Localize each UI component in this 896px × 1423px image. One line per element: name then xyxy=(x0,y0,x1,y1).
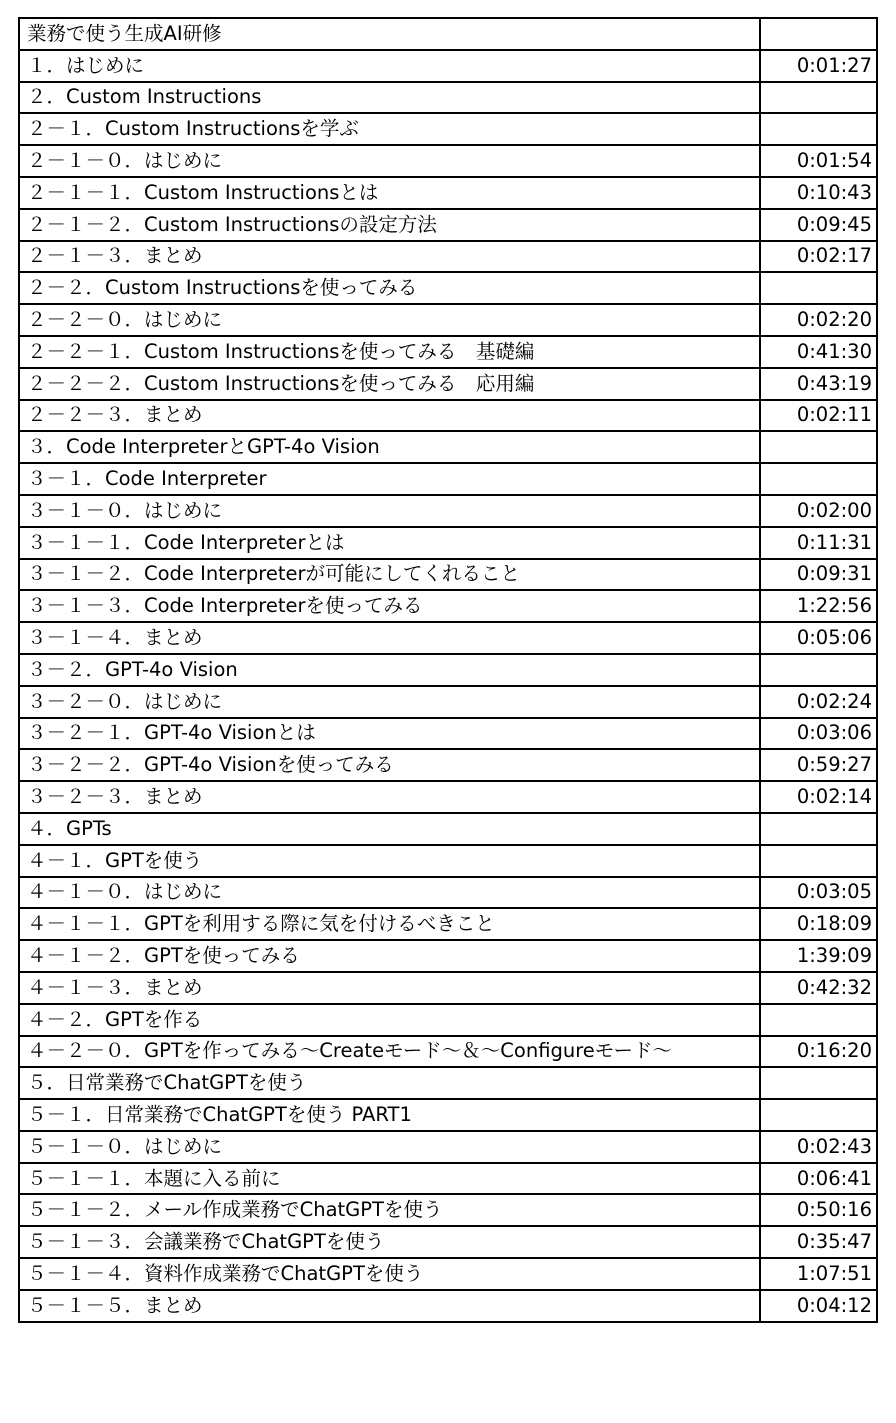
lesson-duration: 1:07:51 xyxy=(760,1258,877,1290)
lesson-title: ４．GPTs xyxy=(19,813,760,845)
table-row xyxy=(19,209,877,241)
lesson-duration: 0:18:09 xyxy=(760,908,877,940)
table-row xyxy=(19,1067,877,1099)
table-row xyxy=(19,749,877,781)
lesson-title: ３－１－１．Code Interpreterとは xyxy=(19,527,760,559)
lesson-title: ４－１．GPTを使う xyxy=(19,845,760,877)
lesson-title: ５．日常業務でChatGPTを使う xyxy=(19,1067,760,1099)
lesson-duration: 0:10:43 xyxy=(760,177,877,209)
table-row xyxy=(19,1099,877,1131)
table-row xyxy=(19,1258,877,1290)
curriculum-sheet xyxy=(18,17,878,1323)
lesson-title: ３－２－２．GPT-4o Visionを使ってみる xyxy=(19,749,760,781)
lesson-title: ２－２－２．Custom Instructionsを使ってみる 応用編 xyxy=(19,368,760,400)
lesson-title: ３－２－３．まとめ xyxy=(19,781,760,813)
course-title: 業務で使う生成AI研修 xyxy=(19,18,760,50)
lesson-duration: 0:09:31 xyxy=(760,559,877,591)
lesson-duration xyxy=(760,813,877,845)
lesson-title: ５－１．日常業務でChatGPTを使う PART1 xyxy=(19,1099,760,1131)
table-row xyxy=(19,463,877,495)
table-row xyxy=(19,559,877,591)
table-row xyxy=(19,145,877,177)
lesson-duration: 0:04:12 xyxy=(760,1290,877,1322)
lesson-duration: 0:02:00 xyxy=(760,495,877,527)
curriculum-table xyxy=(18,17,878,1323)
lesson-duration: 0:41:30 xyxy=(760,336,877,368)
table-row xyxy=(19,527,877,559)
table-row xyxy=(19,845,877,877)
table-row xyxy=(19,272,877,304)
table-row xyxy=(19,177,877,209)
lesson-duration xyxy=(760,1004,877,1036)
table-row xyxy=(19,813,877,845)
lesson-duration: 1:22:56 xyxy=(760,590,877,622)
lesson-duration xyxy=(760,654,877,686)
lesson-title: ２－２－１．Custom Instructionsを使ってみる 基礎編 xyxy=(19,336,760,368)
lesson-duration: 0:02:17 xyxy=(760,241,877,273)
table-row xyxy=(19,336,877,368)
lesson-title: ２－１．Custom Instructionsを学ぶ xyxy=(19,113,760,145)
lesson-title: ５－１－２．メール作成業務でChatGPTを使う xyxy=(19,1194,760,1226)
lesson-duration xyxy=(760,272,877,304)
lesson-title: ３－１－４．まとめ xyxy=(19,622,760,654)
lesson-duration: 0:02:11 xyxy=(760,400,877,432)
table-row xyxy=(19,1226,877,1258)
lesson-title: ３－２－１．GPT-4o Visionとは xyxy=(19,718,760,750)
lesson-title: ２－１－１．Custom Instructionsとは xyxy=(19,177,760,209)
table-row xyxy=(19,1194,877,1226)
lesson-title: ２－１－３．まとめ xyxy=(19,241,760,273)
lesson-duration: 0:43:19 xyxy=(760,368,877,400)
table-row xyxy=(19,590,877,622)
lesson-title: ４－１－０．はじめに xyxy=(19,877,760,909)
lesson-title: ３－１－２．Code Interpreterが可能にしてくれること xyxy=(19,559,760,591)
lesson-duration: 0:06:41 xyxy=(760,1163,877,1195)
lesson-duration xyxy=(760,1067,877,1099)
lesson-title: ３－１．Code Interpreter xyxy=(19,463,760,495)
table-row xyxy=(19,654,877,686)
table-row xyxy=(19,241,877,273)
lesson-title: ２－１－０．はじめに xyxy=(19,145,760,177)
lesson-title: ３－１－０．はじめに xyxy=(19,495,760,527)
lesson-title: ４－１－１．GPTを利用する際に気を付けるべきこと xyxy=(19,908,760,940)
lesson-title: ２－２－３．まとめ xyxy=(19,400,760,432)
table-row xyxy=(19,400,877,432)
table-row xyxy=(19,908,877,940)
lesson-title: ４－２－０．GPTを作ってみる～Createモード～＆～Configureモード～ xyxy=(19,1036,760,1068)
lesson-duration: 0:03:06 xyxy=(760,718,877,750)
lesson-duration: 0:42:32 xyxy=(760,972,877,1004)
table-row xyxy=(19,972,877,1004)
table-row xyxy=(19,781,877,813)
lesson-duration: 0:35:47 xyxy=(760,1226,877,1258)
lesson-title: ４－１－３．まとめ xyxy=(19,972,760,1004)
table-row xyxy=(19,686,877,718)
lesson-duration: 0:11:31 xyxy=(760,527,877,559)
table-row xyxy=(19,718,877,750)
lesson-duration: 0:16:20 xyxy=(760,1036,877,1068)
table-row xyxy=(19,495,877,527)
lesson-title: ５－１－４．資料作成業務でChatGPTを使う xyxy=(19,1258,760,1290)
course-title-row xyxy=(19,18,877,50)
lesson-title: ５－１－０．はじめに xyxy=(19,1131,760,1163)
lesson-duration: 0:02:24 xyxy=(760,686,877,718)
lesson-duration: 0:03:05 xyxy=(760,877,877,909)
table-row xyxy=(19,431,877,463)
lesson-title: ３－２．GPT-4o Vision xyxy=(19,654,760,686)
table-row xyxy=(19,1290,877,1322)
table-row xyxy=(19,1004,877,1036)
table-row xyxy=(19,82,877,114)
lesson-title: ３－１－３．Code Interpreterを使ってみる xyxy=(19,590,760,622)
curriculum-table-body xyxy=(19,18,877,1322)
lesson-duration: 0:02:20 xyxy=(760,304,877,336)
lesson-title: ５－１－１．本題に入る前に xyxy=(19,1163,760,1195)
table-row xyxy=(19,622,877,654)
lesson-duration xyxy=(760,845,877,877)
lesson-title: ２．Custom Instructions xyxy=(19,82,760,114)
lesson-duration: 0:02:43 xyxy=(760,1131,877,1163)
lesson-title: ２－２－０．はじめに xyxy=(19,304,760,336)
lesson-duration: 0:05:06 xyxy=(760,622,877,654)
table-row xyxy=(19,113,877,145)
table-row xyxy=(19,368,877,400)
lesson-title: ２－２．Custom Instructionsを使ってみる xyxy=(19,272,760,304)
table-row xyxy=(19,304,877,336)
lesson-title: ２－１－２．Custom Instructionsの設定方法 xyxy=(19,209,760,241)
table-row xyxy=(19,877,877,909)
table-row xyxy=(19,1131,877,1163)
lesson-duration: 0:50:16 xyxy=(760,1194,877,1226)
lesson-duration: 0:59:27 xyxy=(760,749,877,781)
lesson-duration xyxy=(760,1099,877,1131)
table-row xyxy=(19,940,877,972)
lesson-duration xyxy=(760,431,877,463)
course-title-duration-cell xyxy=(760,18,877,50)
lesson-title: ４－１－２．GPTを使ってみる xyxy=(19,940,760,972)
lesson-title: ４－２．GPTを作る xyxy=(19,1004,760,1036)
lesson-duration: 0:01:54 xyxy=(760,145,877,177)
lesson-title: １．はじめに xyxy=(19,50,760,82)
lesson-title: ５－１－５．まとめ xyxy=(19,1290,760,1322)
lesson-duration xyxy=(760,113,877,145)
table-row xyxy=(19,1163,877,1195)
lesson-title: ３－２－０．はじめに xyxy=(19,686,760,718)
table-row xyxy=(19,50,877,82)
lesson-duration: 1:39:09 xyxy=(760,940,877,972)
lesson-duration xyxy=(760,82,877,114)
lesson-title: ３．Code InterpreterとGPT-4o Vision xyxy=(19,431,760,463)
lesson-duration: 0:02:14 xyxy=(760,781,877,813)
lesson-duration xyxy=(760,463,877,495)
lesson-duration: 0:01:27 xyxy=(760,50,877,82)
lesson-duration: 0:09:45 xyxy=(760,209,877,241)
table-row xyxy=(19,1036,877,1068)
lesson-title: ５－１－３．会議業務でChatGPTを使う xyxy=(19,1226,760,1258)
